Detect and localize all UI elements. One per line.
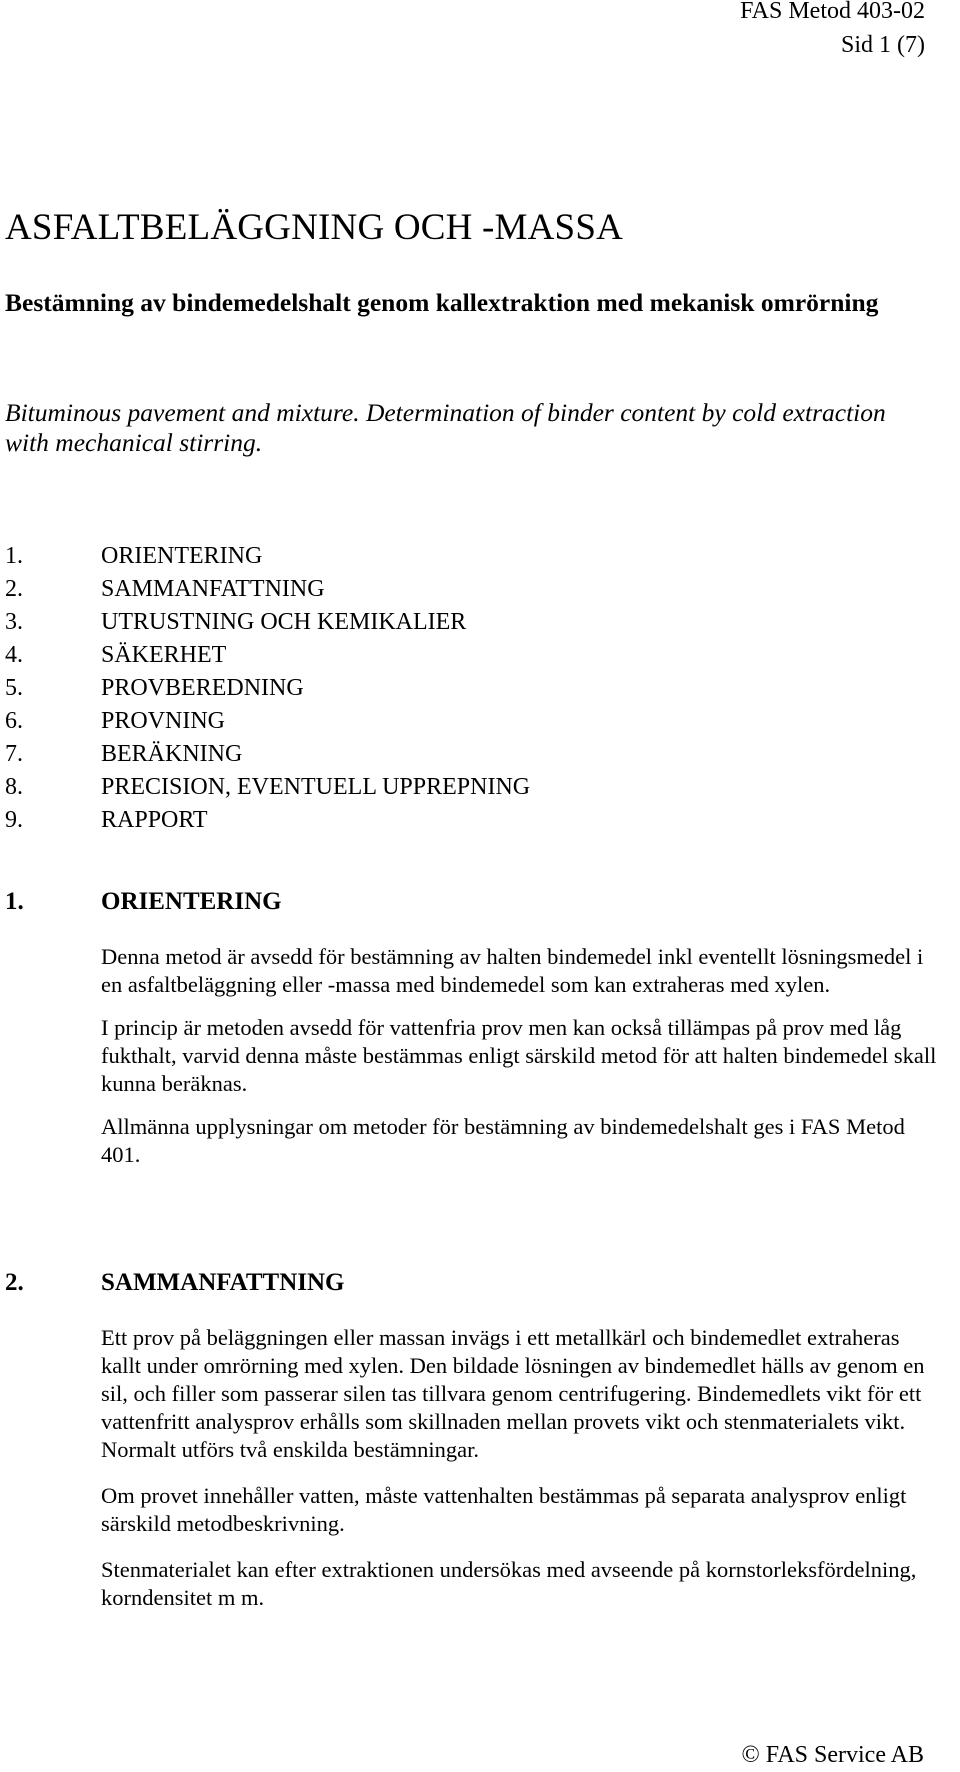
table-of-contents — [5, 540, 530, 837]
toc-item-number: 6. — [5, 708, 23, 734]
section-number: 2. — [5, 1269, 24, 1296]
toc-item — [5, 771, 530, 804]
toc-item — [5, 639, 530, 672]
toc-item-label: RAPPORT — [101, 807, 208, 833]
toc-item — [5, 606, 530, 639]
toc-item-label: PROVBEREDNING — [101, 675, 304, 701]
toc-item-number: 2. — [5, 576, 23, 602]
section-orientering — [5, 887, 940, 1169]
paragraph: Denna metod är avsedd för bestämning av halten bindemedel inkl eventellt lösningsmedel i en asfaltbeläggning eller -massa med bindemedel som kan extraheras med xylen. — [101, 944, 924, 997]
toc-item-number: 3. — [5, 609, 23, 635]
document-title: ASFALTBELÄGGNING OCH -MASSA — [5, 207, 624, 248]
toc-item-label: SÄKERHET — [101, 642, 227, 668]
section-title: ORIENTERING — [101, 888, 282, 915]
toc-item-number: 5. — [5, 675, 23, 701]
paragraph: Allmänna upplysningar om metoder för bestämning av bindemedelshalt ges i FAS Metod 401. — [101, 1114, 905, 1167]
section-number: 1. — [5, 888, 24, 915]
method-number: FAS Metod 403-02 — [740, 0, 925, 24]
toc-item — [5, 540, 530, 573]
toc-item-label: UTRUSTNING OCH KEMIKALIER — [101, 609, 467, 635]
toc-item-label: BERÄKNING — [101, 741, 243, 767]
toc-item-label: ORIENTERING — [101, 543, 263, 569]
section-heading — [5, 1268, 940, 1298]
toc-item-number: 4. — [5, 642, 23, 668]
page-number: Sid 1 (7) — [841, 32, 925, 58]
toc-item — [5, 705, 530, 738]
document-subtitle-english: Bituminous pavement and mixture. Determination of binder content by cold extraction with mechanical stirring. — [5, 398, 886, 457]
toc-item — [5, 738, 530, 771]
page-header — [740, 0, 925, 62]
toc-item-number: 8. — [5, 774, 23, 800]
section-sammanfattning — [5, 1268, 940, 1612]
toc-item — [5, 804, 530, 837]
copyright-footer: © FAS Service AB — [741, 1742, 924, 1768]
section-heading — [5, 887, 940, 917]
paragraph: I princip är metoden avsedd för vattenfria prov men kan också tillämpas på prov med låg fukthalt, varvid denna måste bestämmas enligt särskild metod för att halten bindemedel skall kunna beräknas. — [101, 1015, 937, 1096]
section-title: SAMMANFATTNING — [101, 1269, 345, 1296]
toc-item-label: SAMMANFATTNING — [101, 576, 325, 602]
toc-item — [5, 573, 530, 606]
document-subtitle: Bestämning av bindemedelshalt genom kallextraktion med mekanisk omrörning — [5, 288, 879, 317]
toc-item-number: 1. — [5, 543, 23, 569]
toc-item-label: PRECISION, EVENTUELL UPPREPNING — [101, 774, 531, 800]
paragraph: Stenmaterialet kan efter extraktionen undersökas med avseende på kornstorleksfördelning, korndensitet m m. — [101, 1557, 917, 1610]
toc-item-number: 7. — [5, 741, 23, 767]
toc-item-number: 9. — [5, 807, 23, 833]
toc-item — [5, 672, 530, 705]
paragraph: Om provet innehåller vatten, måste vattenhalten bestämmas på separata analysprov enligt särskild metodbeskrivning. — [101, 1483, 907, 1536]
toc-item-label: PROVNING — [101, 708, 226, 734]
paragraph: Ett prov på beläggningen eller massan invägs i ett metallkärl och bindemedlet extraheras kallt under omrörning med xylen. Den bildade lösningen av bindemedlet hälls av genom en sil, och filler som passerar silen tas tillvara genom centrifugering. Bindemedlets vikt för ett vattenfritt analysprov erhålls som skillnaden mellan provets vikt och stenmaterialets vikt. Normalt utförs två enskilda bestämningar. — [101, 1325, 925, 1462]
